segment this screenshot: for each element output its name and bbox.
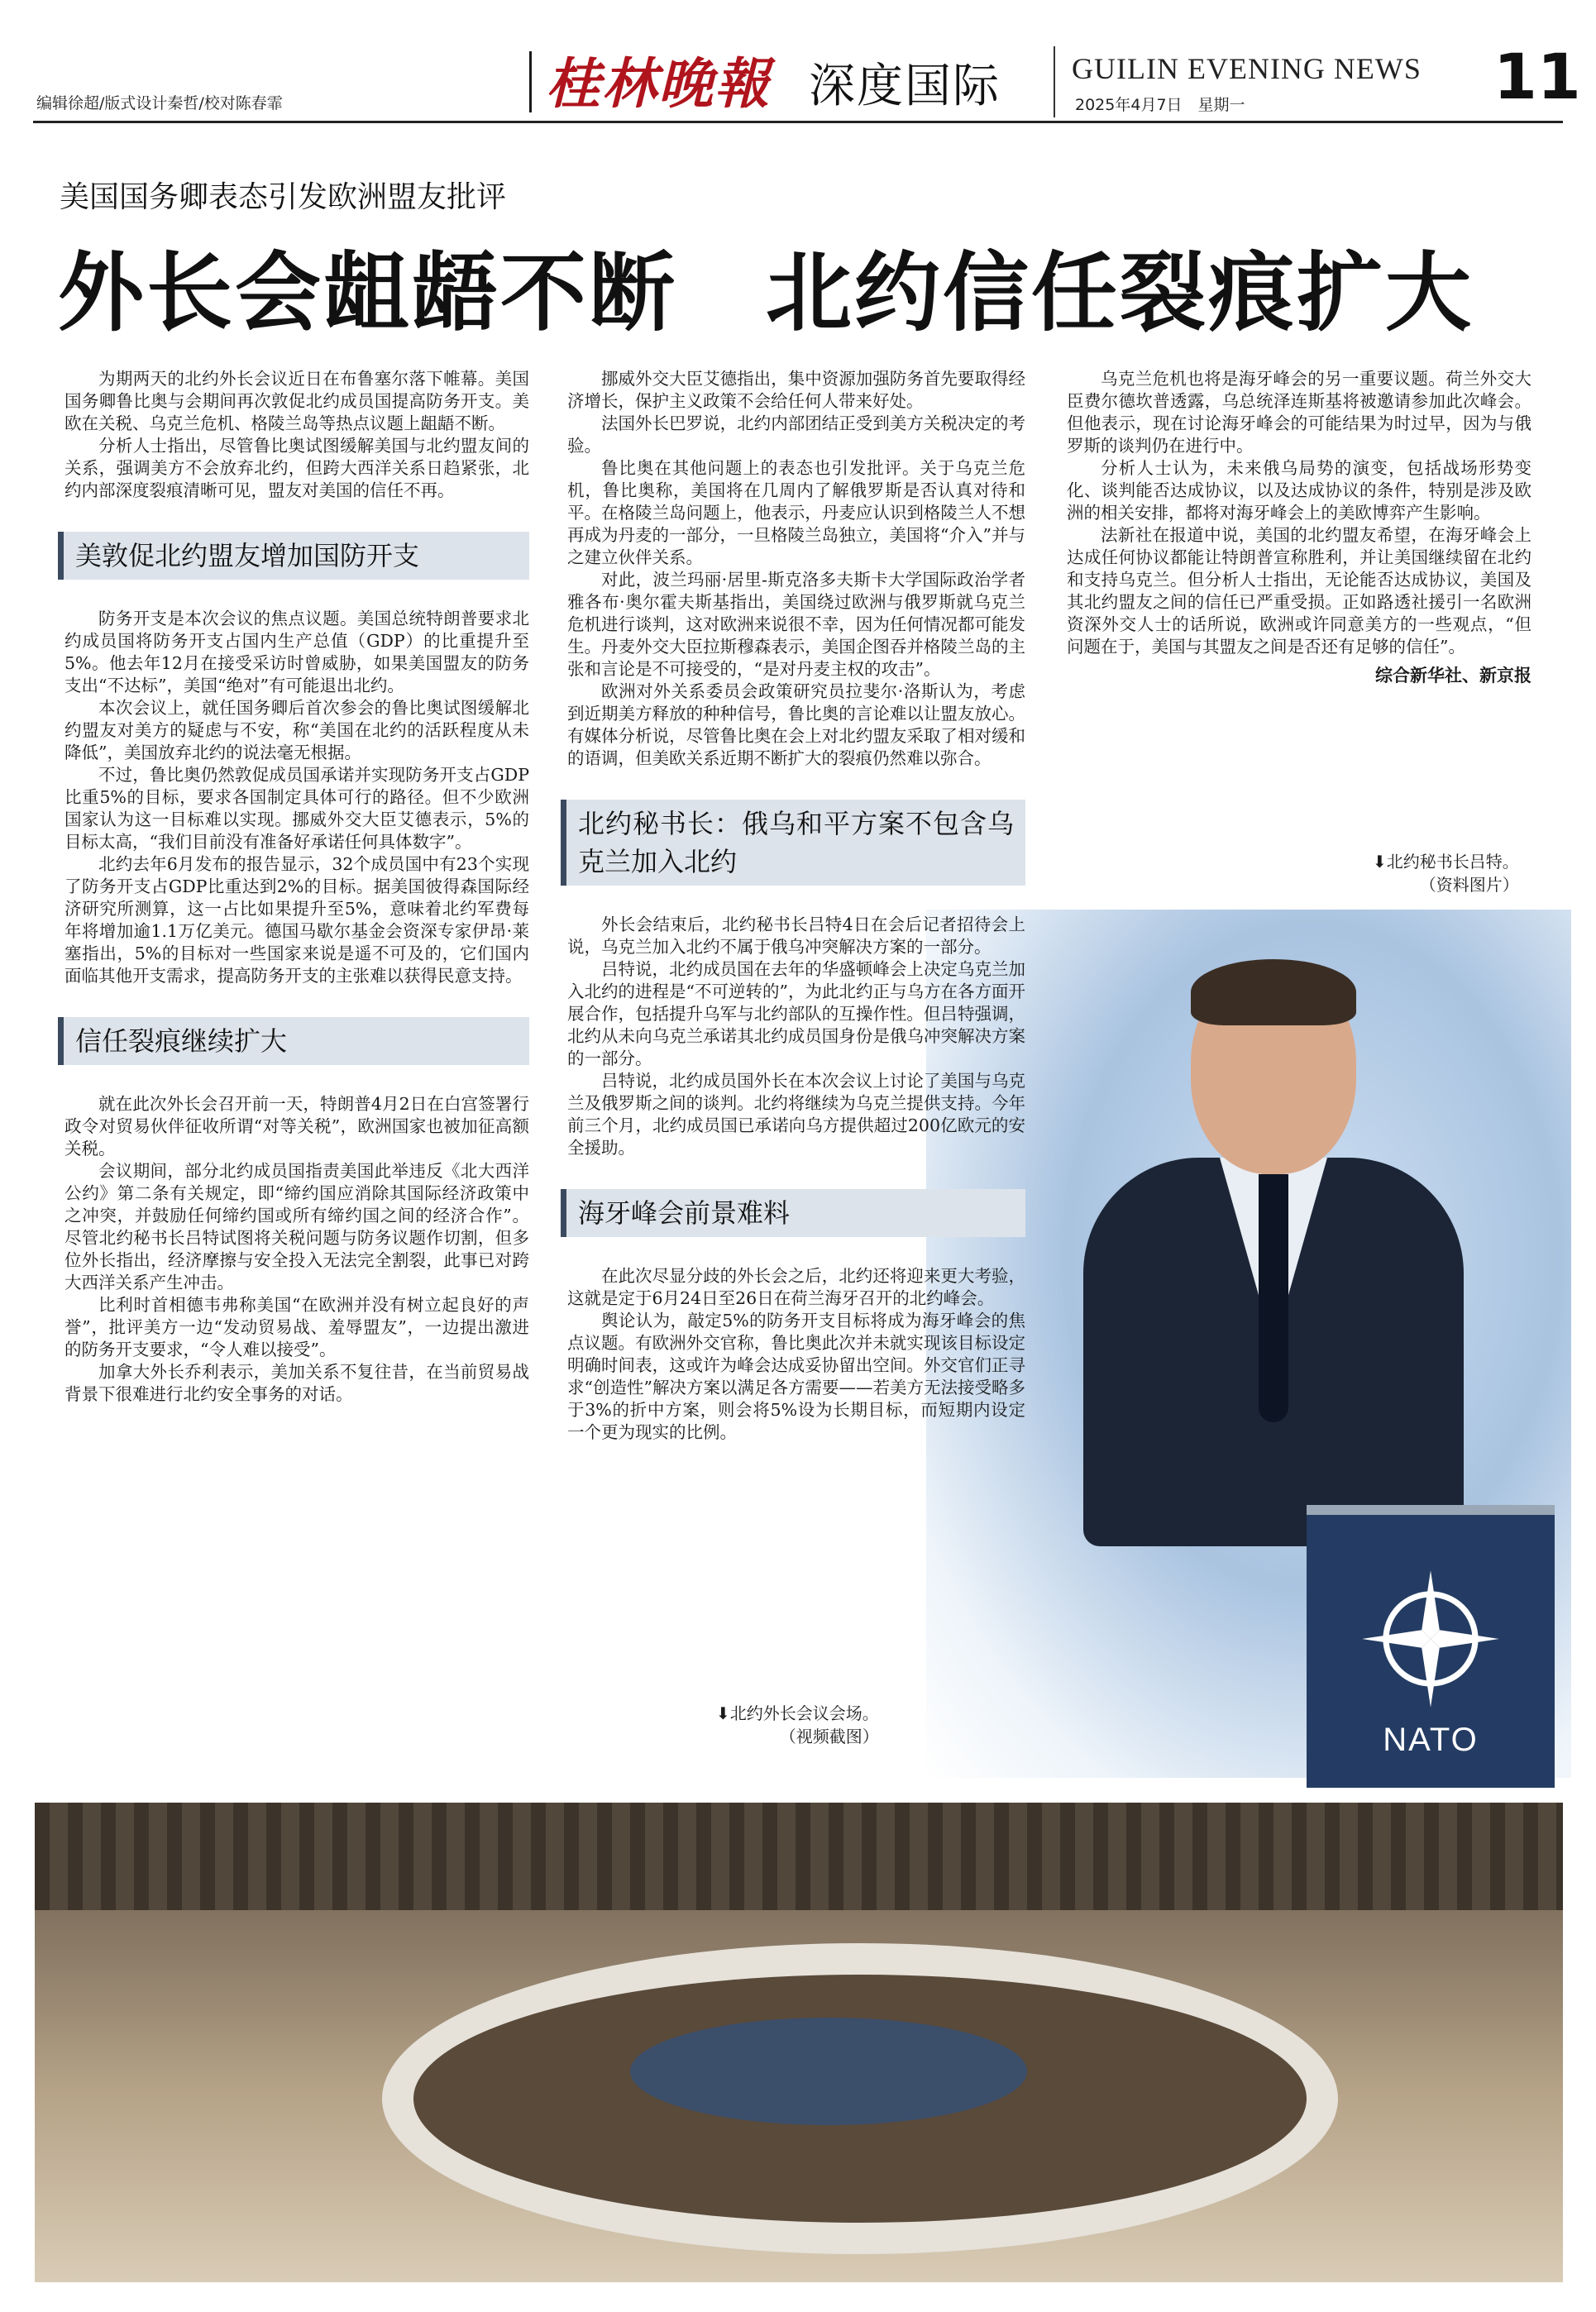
issue-date: 2025年4月7日 星期一 (1075, 96, 1245, 114)
hall-ceiling (35, 1803, 1563, 1910)
article-kicker: 美国国务卿表态引发欧洲盟友批评 (60, 180, 507, 214)
meeting-caption-line1: 北约外长会议会场。 (729, 1703, 879, 1723)
arrow-down-icon: ⬇ (716, 1703, 730, 1723)
paragraph: 舆论认为，敲定5%的防务开支目标将成为海牙峰会的焦点议题。有欧洲外交官称，鲁比奥此次并未就实现该目标设定明确时间表，这或许为峰会达成妥协留出空间。外交官们正寻求“创造性”解决方案以满足各方需要——若美方无法接受略多于3%的折中方案，则会将5%设为长期目标，而短期内设定一个更为现实的比例。 (567, 1311, 1025, 1442)
subheading: 美敦促北约盟友增加国防开支 (58, 532, 529, 580)
subheading: 海牙峰会前景难料 (561, 1189, 1025, 1237)
paragraph: 法新社在报道中说，美国的北约盟友希望，在海牙峰会上达成任何协议都能让特朗普宣称胜利，并让美国继续留在北约和支持乌克兰。但分析人士指出，无论能否达成协议，美国及其北约盟友之间的信任已严重受损。正如路透社援引一名欧洲资深外交人士的话所说，欧洲或许同意美方的一些观点，“但问题在于，美国与其盟友之间是否还有足够的信任”。 (1067, 525, 1531, 657)
paragraph: 对此，波兰玛丽·居里-斯克洛多夫斯卡大学国际政治学者雅各布·奥尔霍夫斯基指出，美国绕过欧洲与俄罗斯就乌克兰危机进行谈判，这对欧洲来说很不幸，因为任何情况都可能发生。丹麦外交大臣拉斯穆森表示，美国企图吞并格陵兰岛的主张和言论是不可接受的，“是对丹麦主权的攻击”。 (567, 570, 1025, 679)
paragraph: 在此次尽显分歧的外长会之后，北约还将迎来更大考验，这就是定于6月24日至26日在荷兰海牙召开的北约峰会。 (567, 1266, 1025, 1308)
paragraph: 吕特说，北约成员国在去年的华盛顿峰会上决定乌克兰加入北约的进程是“不可逆转的”，为此北约正与乌方在各方面开展合作，包括提升乌军与北约部队的互操作性。但吕特强调，北约从未向乌克兰承诺其北约成员国身份是俄乌冲突解决方案的一部分。 (567, 959, 1025, 1068)
paragraph: 本次会议上，就任国务卿后首次参会的鲁比奥试图缓解北约盟友对美方的疑虑与不安，称“美国在北约的活跃程度从未降低”，美国放弃北约的说法毫无根据。 (65, 698, 529, 762)
section-name: 深度国际 (809, 60, 1001, 113)
paragraph: 挪威外交大臣艾德指出，集中资源加强防务首先要取得经济增长，保护主义政策不会给任何人带来好处。 (567, 369, 1025, 411)
paper-english-name: GUILIN EVENING NEWS (1072, 52, 1422, 85)
paragraph: 就在此次外长会召开前一天，特朗普4月2日在白宫签署行政令对贸易伙伴征收所谓“对等关税”，欧洲国家也被加征高额关税。 (65, 1094, 529, 1158)
header-divider (529, 51, 532, 112)
nato-compass-icon (1356, 1564, 1505, 1713)
paragraph: 比利时首相德韦弗称美国“在欧洲并没有树立起良好的声誉”，批评美方一边“发动贸易战、羞辱盟友”，一边提出激进的防务开支要求，“令人难以接受”。 (65, 1295, 529, 1359)
page-credits: 编辑徐超/版式设计秦哲/校对陈春霏 (36, 94, 283, 112)
subheading: 信任裂痕继续扩大 (58, 1017, 529, 1065)
paragraph: 防务开支是本次会议的焦点议题。美国总统特朗普要求北约成员国将防务开支占国内生产总值（GDP）的比重提升至5%。他去年12月在接受采访时曾威胁，如果美国盟友的防务支出“不达标”，美国“绝对”有可能退出北约。 (65, 609, 529, 695)
article-column-2 (567, 368, 1025, 1444)
paragraph: 欧洲对外关系委员会政策研究员拉斐尔·洛斯认为，考虑到近期美方释放的种种信号，鲁比奥的言论难以让盟友放心。有媒体分析说，尽管鲁比奥在会上对北约盟友采取了相对缓和的语调，但美欧关系近期不断扩大的裂痕仍然难以弥合。 (567, 681, 1025, 768)
meeting-photo (35, 1803, 1563, 2282)
subheading: 北约秘书长：俄乌和平方案不包含乌克兰加入北约 (561, 800, 1025, 886)
header-divider (1054, 46, 1055, 117)
paragraph: 不过，鲁比奥仍然敦促成员国承诺并实现防务开支占GDP比重5%的目标，要求各国制定具体可行的路径。但不少欧洲国家认为这一目标难以实现。挪威外交大臣艾德表示，5%的目标太高，“我们目前没有准备好承诺任何具体数字”。 (65, 765, 529, 852)
newspaper-logo: 桂林晚報 (546, 51, 771, 116)
nato-lectern (1307, 1505, 1555, 1788)
table-center (630, 2018, 1027, 2125)
paragraph: 法国外长巴罗说，北约内部团结正受到美方关税决定的考验。 (567, 413, 1025, 456)
article-headline: 外长会龃龉不断 北约信任裂痕扩大 (58, 242, 1474, 343)
article-column-1 (65, 368, 529, 1406)
paragraph: 分析人士认为，未来俄乌局势的演变，包括战场形势变化、谈判能否达成协议，以及达成协议的条件，特别是涉及欧洲的相关安排，都将对海牙峰会上的美欧博弈产生影响。 (1067, 458, 1531, 523)
arrow-down-icon: ⬇ (1373, 852, 1387, 872)
paragraph: 乌克兰危机也将是海牙峰会的另一重要议题。荷兰外交大臣费尔德坎普透露，乌总统泽连斯基将被邀请参加此次峰会。但他表示，现在讨论海牙峰会的可能结果为时过早，因为与俄罗斯的谈判仍在进行中。 (1067, 369, 1531, 456)
article-column-3 (1067, 368, 1531, 687)
paragraph: 北约去年6月发布的报告显示，32个成员国中有23个实现了防务开支占GDP比重达到2%的目标。据美国彼得森国际经济研究所测算，这一占比如果提升至5%，意味着北约军费每年将增加逾1.1万亿美元。德国马歇尔基金会资深专家伊昂·莱塞指出，5%的目标对一些国家来说是遥不可及的，它们国内面临其他开支需求，提高防务开支的主张难以获得民意支持。 (65, 854, 529, 986)
paragraph: 外长会结束后，北约秘书长吕特4日在会后记者招待会上说，乌克兰加入北约不属于俄乌冲突解决方案的一部分。 (567, 915, 1025, 957)
rutte-hair (1191, 959, 1356, 1025)
rutte-caption-line1: 北约秘书长吕特。 (1386, 852, 1519, 872)
meeting-caption-line2: （视频截图） (779, 1727, 879, 1746)
header-rule (33, 121, 1563, 123)
paragraph: 分析人士指出，尽管鲁比奥试图缓解美国与北约盟友间的关系，强调美方不会放弃北约，但跨大西洋关系日趋紧张，北约内部深度裂痕清晰可见，盟友对美国的信任不再。 (65, 436, 529, 500)
lectern-nato-text: NATO (1383, 1722, 1479, 1758)
rutte-caption (1373, 850, 1519, 896)
paragraph: 会议期间，部分北约成员国指责美国此举违反《北大西洋公约》第二条有关规定，即“缔约国应消除其国际经济政策中之冲突，并鼓励任何缔约国或所有缔约国之间的经济合作”。尽管北约秘书长吕特试图将关税问题与防务议题作切割，但多位外长指出，经济摩擦与安全投入无法完全割裂，此事已对跨大西洋关系产生冲击。 (65, 1161, 529, 1292)
paragraph: 加拿大外长乔利表示，美加关系不复往昔，在当前贸易战背景下很难进行北约安全事务的对话。 (65, 1362, 529, 1404)
page-number: 11 (1493, 40, 1581, 113)
article-source: 综合新华社、新京报 (1375, 666, 1531, 685)
paragraph: 鲁比奥在其他问题上的表态也引发批评。关于乌克兰危机，鲁比奥称，美国将在几周内了解俄罗斯是否认真对待和平。在格陵兰岛问题上，他表示，丹麦应认识到格陵兰人不想再成为丹麦的一部分，一旦格陵兰岛独立，美国将“介入”并与之建立伙伴关系。 (567, 458, 1025, 567)
paragraph: 为期两天的北约外长会议近日在布鲁塞尔落下帷幕。美国国务卿鲁比奥与会期间再次敦促北约成员国提高防务开支。美欧在关税、乌克兰危机、格陵兰岛等热点议题上龃龉不断。 (65, 369, 529, 433)
meeting-caption (716, 1702, 879, 1748)
rutte-caption-line2: （资料图片） (1419, 875, 1519, 895)
paragraph: 吕特说，北约成员国外长在本次会议上讨论了美国与乌克兰及俄罗斯之间的谈判。北约将继续为乌克兰提供支持。今年前三个月，北约成员国已承诺向乌方提供超过200亿欧元的安全援助。 (567, 1071, 1025, 1158)
rutte-tie (1259, 1174, 1288, 1422)
